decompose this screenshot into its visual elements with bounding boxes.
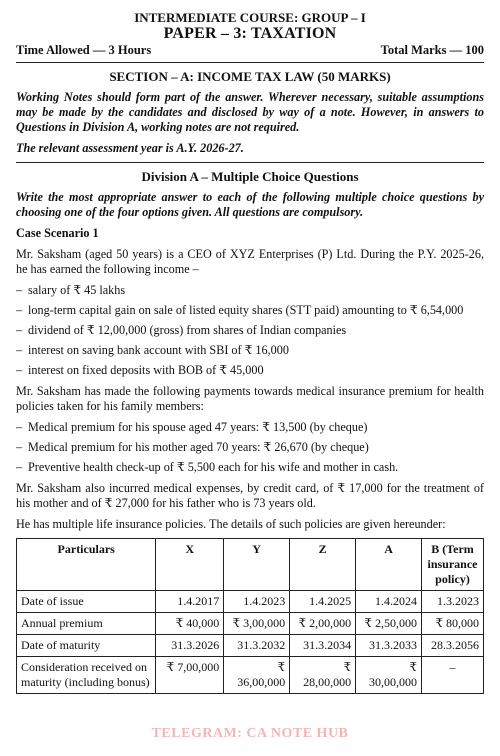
table-cell: ₹ 2,00,000 (290, 613, 356, 635)
division-instruction: Write the most appropriate answer to each of the following multiple choice questions by choosing one of the four options given. All questions are compulsory. (16, 190, 484, 219)
table-header: Particulars (17, 539, 156, 591)
table-cell: ₹ 40,000 (156, 613, 224, 635)
list-item: – long-term capital gain on sale of listed equity shares (STT paid) amounting to ₹ 6,54,000 (16, 303, 484, 318)
table-header: A (356, 539, 422, 591)
table-cell: Date of maturity (17, 635, 156, 657)
table-cell: 31.3.2034 (290, 635, 356, 657)
total-marks: Total Marks — 100 (380, 43, 484, 57)
case-intro: Mr. Saksham (aged 50 years) is a CEO of XYZ Enterprises (P) Ltd. During the P.Y. 2025-26, he has earned the following income – (16, 247, 484, 276)
table-cell: ₹ 36,00,000 (224, 657, 290, 694)
table-header-row (17, 539, 484, 591)
division-title: Division A – Multiple Choice Questions (141, 169, 359, 184)
table-cell: ₹ 2,50,000 (356, 613, 422, 635)
instruction-working-notes: Working Notes should form part of the answer. Wherever necessary, suitable assumptions may be made by the candidates and disclosed by way of a note. However, in answers to Questions in Division A, working notes are not required. (16, 90, 484, 134)
table-cell: 1.3.2023 (422, 591, 484, 613)
table-header: B (Term insurance policy) (422, 539, 484, 591)
payments-intro: Mr. Saksham has made the following payments towards medical insurance premium for health policies taken for his family members: (16, 384, 484, 413)
list-item: – interest on saving bank account with SBI of ₹ 16,000 (16, 343, 484, 358)
list-item: – Preventive health check-up of ₹ 5,500 each for his wife and mother in cash. (16, 460, 484, 475)
header-divider (16, 62, 484, 63)
table-cell: Consideration received on maturity (including bonus) (17, 657, 156, 694)
exam-page (16, 10, 484, 694)
table-row (17, 613, 484, 635)
table-cell: 1.4.2024 (356, 591, 422, 613)
policies-intro: He has multiple life insurance policies. The details of such policies are given hereunder: (16, 517, 446, 531)
table-cell: 1.4.2025 (290, 591, 356, 613)
list-item: – dividend of ₹ 12,00,000 (gross) from shares of Indian companies (16, 323, 484, 338)
list-item: – salary of ₹ 45 lakhs (16, 283, 484, 298)
table-row (17, 591, 484, 613)
table-cell: Annual premium (17, 613, 156, 635)
list-item: – Medical premium for his mother aged 70 years: ₹ 26,670 (by cheque) (16, 440, 484, 455)
table-cell: 1.4.2017 (156, 591, 224, 613)
watermark-text: TELEGRAM: CA NOTE HUB (151, 726, 349, 741)
section-title: SECTION – A: INCOME TAX LAW (50 MARKS) (109, 69, 391, 84)
table-cell: 31.3.2026 (156, 635, 224, 657)
table-row (17, 657, 484, 694)
paper-title: PAPER – 3: TAXATION (163, 25, 337, 42)
policies-table (16, 538, 484, 694)
list-item: – Medical premium for his spouse aged 47 years: ₹ 13,500 (by cheque) (16, 420, 484, 435)
medical-expenses: Mr. Saksham also incurred medical expenses, by credit card, of ₹ 17,000 for the treatment of his mother and of ₹ 27,000 for his father who is 73 years old. (16, 481, 484, 510)
exam-meta-row (16, 43, 484, 58)
table-cell: Date of issue (17, 591, 156, 613)
table-row (17, 635, 484, 657)
table-cell: 31.3.2033 (356, 635, 422, 657)
list-item: – interest on fixed deposits with BOB of ₹ 45,000 (16, 363, 484, 378)
payments-list (16, 420, 484, 475)
table-cell: 28.3.2056 (422, 635, 484, 657)
table-cell: ₹ 7,00,000 (156, 657, 224, 694)
course-title: INTERMEDIATE COURSE: GROUP – I (134, 10, 366, 25)
table-cell: ₹ 28,00,000 (290, 657, 356, 694)
income-list (16, 283, 484, 378)
table-header: Y (224, 539, 290, 591)
instruction-assessment-year: The relevant assessment year is A.Y. 2026-27. (16, 141, 244, 155)
case-title: Case Scenario 1 (16, 226, 99, 240)
table-cell: ₹ 3,00,000 (224, 613, 290, 635)
table-cell: 1.4.2023 (224, 591, 290, 613)
table-cell: ₹ 30,00,000 (356, 657, 422, 694)
table-header: X (156, 539, 224, 591)
instructions-divider (16, 162, 484, 163)
table-cell: 31.3.2032 (224, 635, 290, 657)
table-cell: – (422, 657, 484, 694)
table-header: Z (290, 539, 356, 591)
time-allowed: Time Allowed — 3 Hours (16, 43, 152, 57)
table-cell: ₹ 80,000 (422, 613, 484, 635)
